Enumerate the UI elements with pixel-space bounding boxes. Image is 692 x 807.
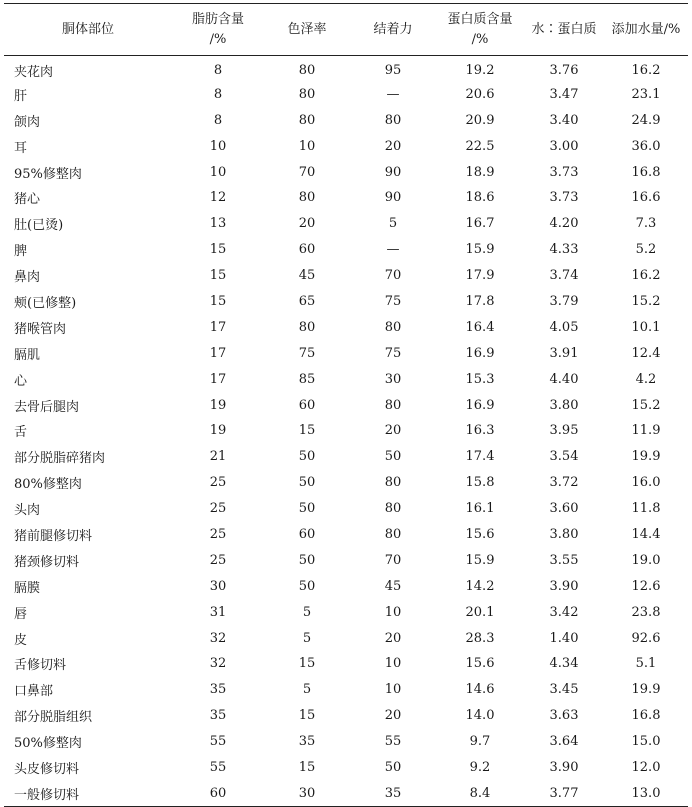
table-row [4,263,688,289]
water-protein-ratio: 3.63 [549,708,579,724]
water-protein-ratio: 3.40 [549,112,579,128]
fat-content: 25 [209,501,227,517]
part-name: 猪颈修切料 [14,554,80,570]
water-protein-ratio: 3.72 [549,475,579,491]
color-rate: 70 [298,164,316,180]
color-rate: 15 [298,708,316,724]
protein-content: 15.9 [465,242,495,258]
binding: 55 [384,734,402,750]
part-name: 95%修整肉 [14,166,82,182]
color-rate: 30 [264,780,350,806]
table-row [4,107,688,133]
header-label: 色泽率 [287,21,327,37]
protein-content: 20.6 [465,86,495,102]
table-row [4,625,688,651]
binding: 80 [384,501,402,517]
header-row [4,4,688,56]
color-rate: 65 [298,293,316,309]
color-rate: 15 [298,759,316,775]
color-rate: 10 [298,138,316,154]
protein-content: 15.6 [465,656,495,672]
binding: 70 [384,552,402,568]
header-unit: /% [209,31,227,47]
water-protein-ratio: 3.64 [549,734,579,750]
added-water: 36.0 [631,138,661,154]
color-rate: 45 [298,268,316,284]
part-name: 耳 [14,140,28,156]
color-rate: 20 [298,216,316,232]
binding: 80 [384,475,402,491]
table-row [4,340,688,366]
binding: 45 [384,578,402,594]
binding: 80 [384,319,402,335]
table-row [4,81,688,107]
fat-content: 8 [213,112,223,128]
fat-content: 12 [209,190,227,206]
added-water: 4.2 [635,371,657,387]
color-rate: 50 [298,501,316,517]
part-name: 猪喉管肉 [14,321,67,337]
binding: 20 [384,138,402,154]
added-water: 16.6 [631,190,661,206]
fat-content: 35 [209,682,227,698]
binding: 80 [384,112,402,128]
part-name: 膈肌 [14,347,41,363]
binding: 10 [384,682,402,698]
binding: 5 [388,216,398,232]
binding: 30 [384,371,402,387]
part-name: 舌 [14,425,28,441]
color-rate: 80 [298,63,316,79]
added-water: 16.0 [631,475,661,491]
part-name: 唇 [14,606,28,622]
color-rate: 85 [298,371,316,387]
part-name: 部分脱脂碎猪肉 [14,451,106,467]
water-protein-ratio: 3.60 [549,501,579,517]
binding: 10 [384,604,402,620]
protein-content: 14.0 [465,708,495,724]
added-water: 19.9 [631,682,661,698]
fat-content: 30 [209,578,227,594]
part-name: 颌肉 [14,114,41,130]
header-binding [350,4,436,56]
part-name: 皮 [14,632,28,648]
header-label: 结着力 [373,21,413,37]
table-row [4,547,688,573]
protein-content: 15.8 [465,475,495,491]
added-water: 19.9 [631,449,661,465]
header-label: 胴体部位 [61,21,114,37]
table-row [4,159,688,185]
water-protein-ratio: 4.34 [549,656,579,672]
added-water: 16.8 [631,164,661,180]
added-water: 92.6 [631,630,661,646]
binding: 80 [384,526,402,542]
fat-content: 31 [209,604,227,620]
protein-content: 16.3 [465,423,495,439]
added-water: 13.0 [604,780,688,806]
part-name: 一般修切料 [4,780,172,806]
part-name: 膈膜 [14,580,41,596]
fat-content: 19 [209,423,227,439]
fat-content: 8 [213,86,223,102]
added-water: 15.0 [631,734,661,750]
water-protein-ratio: 3.42 [549,604,579,620]
part-name: 舌修切料 [14,658,67,674]
added-water: 16.2 [631,268,661,284]
fat-content: 35 [209,708,227,724]
protein-content: 17.9 [465,268,495,284]
added-water: 7.3 [635,216,657,232]
binding: 75 [384,345,402,361]
header-fat-content [172,4,264,56]
water-protein-ratio: 3.95 [549,423,579,439]
protein-content: 15.9 [465,552,495,568]
table-row [4,729,688,755]
fat-content: 25 [209,526,227,542]
table-row [4,522,688,548]
color-rate: 35 [298,734,316,750]
binding: 80 [384,397,402,413]
color-rate: 60 [298,526,316,542]
part-name: 肝 [14,88,28,104]
water-protein-ratio: 3.79 [549,293,579,309]
part-name: 50%修整肉 [14,736,82,752]
color-rate: 50 [298,552,316,568]
binding: 20 [384,708,402,724]
binding: 10 [384,656,402,672]
protein-content: 17.4 [465,449,495,465]
table-row [4,237,688,263]
water-protein-ratio: 4.40 [549,371,579,387]
added-water: 15.2 [631,293,661,309]
color-rate: 80 [298,190,316,206]
fat-content: 15 [209,268,227,284]
protein-content: 16.9 [465,345,495,361]
water-protein-ratio: 4.33 [549,242,579,258]
header-protein-content [436,4,524,56]
added-water: 24.9 [631,112,661,128]
water-protein-ratio: 3.77 [524,780,604,806]
header-added-water [604,4,688,56]
header-unit: /% [471,31,489,47]
binding: 50 [384,759,402,775]
water-protein-ratio: 3.45 [549,682,579,698]
color-rate: 50 [298,578,316,594]
protein-content: 28.3 [465,630,495,646]
table-row [4,392,688,418]
header-color-rate [264,4,350,56]
part-name: 头肉 [14,503,41,519]
water-protein-ratio: 4.20 [549,216,579,232]
fat-content: 55 [209,734,227,750]
part-name: 脾 [14,244,28,260]
water-protein-ratio: 3.90 [549,759,579,775]
color-rate: 5 [302,604,312,620]
carcass-parts-table [4,3,688,807]
water-protein-ratio: 3.91 [549,345,579,361]
color-rate: 5 [302,682,312,698]
fat-content: 13 [209,216,227,232]
water-protein-ratio: 3.90 [549,578,579,594]
added-water: 16.8 [631,708,661,724]
binding: — [386,242,400,258]
protein-content: 9.2 [469,759,491,775]
table-row [4,211,688,237]
table-row [4,185,688,211]
fat-content: 25 [209,552,227,568]
table-row [4,366,688,392]
fat-content: 25 [209,475,227,491]
table-row [4,703,688,729]
water-protein-ratio: 3.55 [549,552,579,568]
fat-content: 17 [209,371,227,387]
part-name: 猪前腿修切料 [14,528,93,544]
fat-content: 32 [209,630,227,646]
table-row [4,677,688,703]
protein-content: 8.4 [436,780,524,806]
binding: — [386,86,400,102]
binding: 20 [384,630,402,646]
protein-content: 20.9 [465,112,495,128]
header-label: 水∶蛋白质 [531,21,597,37]
binding: 50 [384,449,402,465]
part-name: 头皮修切料 [14,761,80,777]
color-rate: 15 [298,656,316,672]
header-label: 蛋白质含量 [447,11,513,27]
table-row [4,651,688,677]
color-rate: 80 [298,112,316,128]
water-protein-ratio: 3.47 [549,86,579,102]
part-name: 鼻肉 [14,270,41,286]
added-water: 12.6 [631,578,661,594]
color-rate: 50 [298,475,316,491]
water-protein-ratio: 1.40 [549,630,579,646]
part-name: 肚(已烫) [14,218,64,234]
water-protein-ratio: 3.00 [549,138,579,154]
color-rate: 5 [302,630,312,646]
binding: 90 [384,164,402,180]
header-part [4,4,172,56]
added-water: 19.0 [631,552,661,568]
added-water: 11.9 [631,423,661,439]
color-rate: 60 [298,242,316,258]
protein-content: 16.4 [465,319,495,335]
part-name: 心 [14,373,28,389]
table-row [4,314,688,340]
protein-content: 18.9 [465,164,495,180]
added-water: 16.2 [631,63,661,79]
table-row [4,573,688,599]
water-protein-ratio: 3.80 [549,397,579,413]
color-rate: 80 [298,86,316,102]
fat-content: 17 [209,319,227,335]
part-name: 猪心 [14,192,41,208]
protein-content: 15.6 [465,526,495,542]
added-water: 23.8 [631,604,661,620]
fat-content: 15 [209,293,227,309]
fat-content: 60 [172,780,264,806]
binding: 75 [384,293,402,309]
table-row [4,496,688,522]
added-water: 10.1 [631,319,661,335]
protein-content: 9.7 [469,734,491,750]
water-protein-ratio: 3.74 [549,268,579,284]
added-water: 5.2 [635,242,657,258]
binding: 90 [384,190,402,206]
protein-content: 16.9 [465,397,495,413]
table-row [4,599,688,625]
fat-content: 19 [209,397,227,413]
protein-content: 15.3 [465,371,495,387]
table-row [4,780,688,806]
added-water: 12.4 [631,345,661,361]
water-protein-ratio: 3.76 [549,63,579,79]
header-label: 添加水量/% [611,21,681,37]
color-rate: 75 [298,345,316,361]
header-label: 脂肪含量 [191,11,244,27]
header-water-protein [524,4,604,56]
water-protein-ratio: 4.05 [549,319,579,335]
protein-content: 14.2 [465,578,495,594]
water-protein-ratio: 3.73 [549,164,579,180]
part-name: 80%修整肉 [14,477,82,493]
table-row [4,133,688,159]
protein-content: 22.5 [465,138,495,154]
added-water: 5.1 [635,656,657,672]
binding: 35 [350,780,436,806]
table-body [4,56,688,807]
binding: 70 [384,268,402,284]
fat-content: 55 [209,759,227,775]
water-protein-ratio: 3.80 [549,526,579,542]
part-name: 去骨后腿肉 [14,399,80,415]
protein-content: 16.7 [465,216,495,232]
fat-content: 8 [213,63,223,79]
added-water: 14.4 [631,526,661,542]
binding: 95 [384,63,402,79]
fat-content: 21 [209,449,227,465]
part-name: 口鼻部 [14,684,54,700]
added-water: 12.0 [631,759,661,775]
table-row [4,56,688,82]
fat-content: 17 [209,345,227,361]
added-water: 15.2 [631,397,661,413]
part-name: 夹花肉 [14,65,54,81]
color-rate: 15 [298,423,316,439]
binding: 20 [384,423,402,439]
protein-content: 14.6 [465,682,495,698]
protein-content: 16.1 [465,501,495,517]
protein-content: 19.2 [465,63,495,79]
color-rate: 60 [298,397,316,413]
fat-content: 10 [209,164,227,180]
protein-content: 18.6 [465,190,495,206]
table-row [4,418,688,444]
part-name: 部分脱脂组织 [14,710,93,726]
water-protein-ratio: 3.54 [549,449,579,465]
table-row [4,755,688,781]
color-rate: 80 [298,319,316,335]
protein-content: 17.8 [465,293,495,309]
table-row [4,470,688,496]
table-row [4,289,688,315]
added-water: 11.8 [631,501,661,517]
color-rate: 50 [298,449,316,465]
added-water: 23.1 [631,86,661,102]
fat-content: 32 [209,656,227,672]
fat-content: 10 [209,138,227,154]
fat-content: 15 [209,242,227,258]
table-row [4,444,688,470]
protein-content: 20.1 [465,604,495,620]
water-protein-ratio: 3.73 [549,190,579,206]
part-name: 颊(已修整) [14,295,77,311]
table-header [4,4,688,56]
